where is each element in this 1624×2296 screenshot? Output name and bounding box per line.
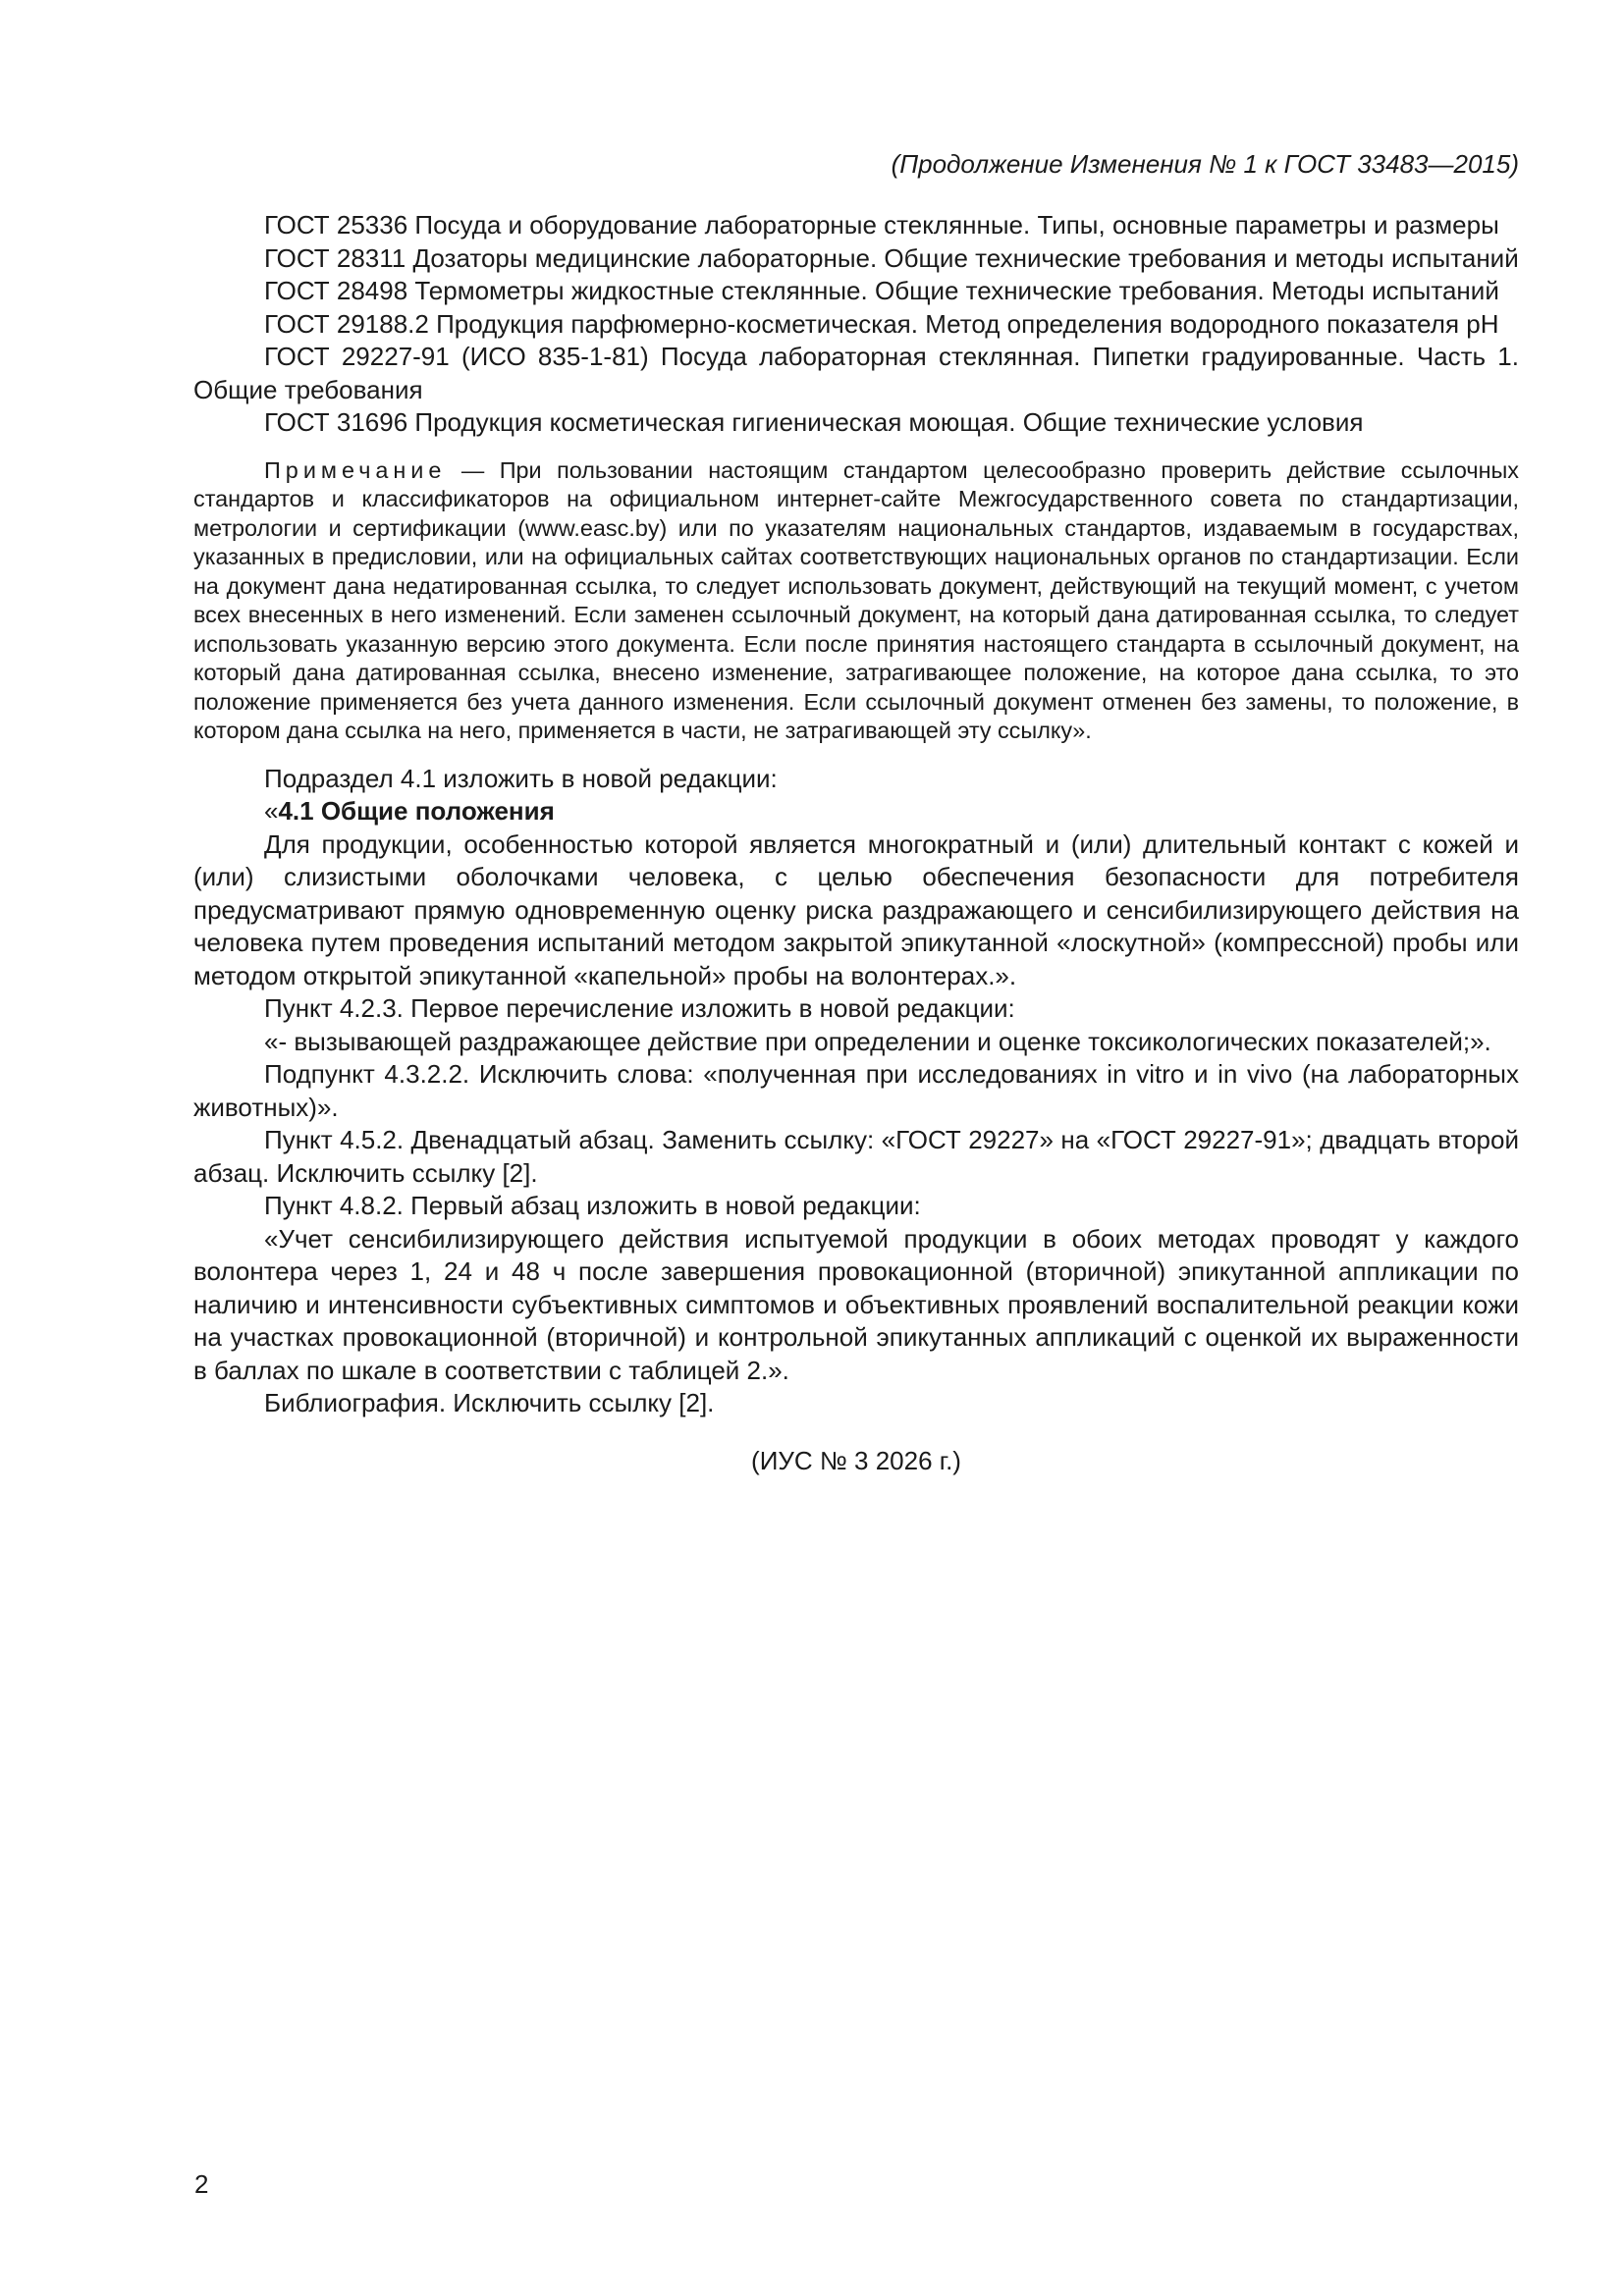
- reference-item: ГОСТ 28311 Дозаторы медицинские лабораторные. Общие технические требования и методы испытаний: [264, 242, 1519, 273]
- document-body: [193, 209, 1519, 1477]
- section-heading: 4.1 Общие положения: [278, 796, 555, 826]
- item-4-8-2-text: «Учет сенсибилизирующего действия испытуемой продукции в обоих методах проводят у каждого волонтера через 1, 24 и 48 ч после завершения провокационной (вторичной) эпикутанной аппликации по наличию и интенсивности субъективных симптомов и объективных проявлений воспалительной реакции кожи на участках провокационной (вторичной) и контрольной эпикутанных аппликаций с оценкой их выраженности в баллах по шкале в соответствии с таблицей 2.».: [193, 1223, 1519, 1385]
- page-number: 2: [194, 2169, 209, 2199]
- reference-item: ГОСТ 31696 Продукция косметическая гигиеническая моющая. Общие технические условия: [264, 407, 1364, 437]
- item-4-2-3-intro: Пункт 4.2.3. Первое перечисление изложить в новой редакции:: [264, 993, 1015, 1023]
- item-4-8-2-intro: Пункт 4.8.2. Первый абзац изложить в новой редакции:: [264, 1191, 921, 1220]
- subsection-intro: Подраздел 4.1 изложить в новой редакции:: [264, 763, 778, 793]
- bibliography-amendment: Библиография. Исключить ссылку [2].: [264, 1388, 715, 1417]
- reference-item: ГОСТ 29188.2 Продукция парфюмерно-косметическая. Метод определения водородного показателя pH: [264, 308, 1499, 339]
- note-label: Примечание: [264, 456, 447, 483]
- item-4-2-3-text: «- вызывающей раздражающее действие при определении и оценке токсикологических показателей;».: [264, 1026, 1491, 1056]
- reference-item: ГОСТ 29227-91 (ИСО 835-1-81) Посуда лабораторная стеклянная. Пипетки градуированные. Часть 1. Общие требования: [193, 342, 1519, 404]
- issue-reference: (ИУС № 3 2026 г.): [751, 1445, 961, 1475]
- note-text: При пользовании настоящим стандартом целесообразно проверить действие ссылочных стандартов и классификаторов на официальном интернет-сайте Межгосударственного совета по стандартизации, метрологии и сертификации (www.easc.by) или по указателям национальных стандартов, издаваемым в государствах, указанных в предисловии, или на официальных сайтах соответствующих национальных органов по стандартизации. Если на документ дана недатированная ссылка, то следует использовать документ, действующий на текущий момент, с учетом всех внесенных в него изменений. Если заменен ссылочный документ, на который дана датированная ссылка, то следует использовать указанную версию этого документа. Если после принятия настоящего стандарта в ссылочный документ, на который дана датированная ссылка, внесено изменение, затрагивающее положение, на которое дана ссылка, то это положение применяется без учета данного изменения. Если ссылочный документ отменен без замены, то положение, в котором дана ссылка на него, применяется в части, не затрагивающей эту ссылку».: [193, 456, 1520, 743]
- item-4-3-2-2: Подпункт 4.3.2.2. Исключить слова: «полученная при исследованиях in vitro и in vivo (на лабораторных животных)».: [193, 1059, 1519, 1122]
- section-heading-line: [193, 795, 1519, 828]
- open-quote: «: [264, 796, 279, 826]
- item-4-5-2: Пункт 4.5.2. Двенадцатый абзац. Заменить ссылку: «ГОСТ 29227» на «ГОСТ 29227-91»; двадцать второй абзац. Исключить ссылку [2].: [193, 1125, 1519, 1188]
- reference-item: ГОСТ 28498 Термометры жидкостные стеклянные. Общие технические требования. Методы испытаний: [264, 276, 1499, 305]
- running-header: (Продолжение Изменения № 1 к ГОСТ 33483—2015): [891, 149, 1519, 179]
- reference-item: ГОСТ 25336 Посуда и оборудование лабораторные стеклянные. Типы, основные параметры и размеры: [264, 210, 1499, 240]
- note-dash: —: [446, 456, 500, 483]
- section-text: Для продукции, особенностью которой является многократный и (или) длительный контакт с кожей и (или) слизистыми оболочками человека, с целью обеспечения безопасности для потребителя предусматривают прямую одновременную оценку риска раздражающего и сенсибилизирующего действия на человека путем проведения испытаний методом закрытой эпикутанной «лоскутной» (компрессной) пробы или методом открытой эпикутанной «капельной» пробы на волонтерах.».: [193, 828, 1519, 990]
- note-paragraph: [193, 456, 1519, 746]
